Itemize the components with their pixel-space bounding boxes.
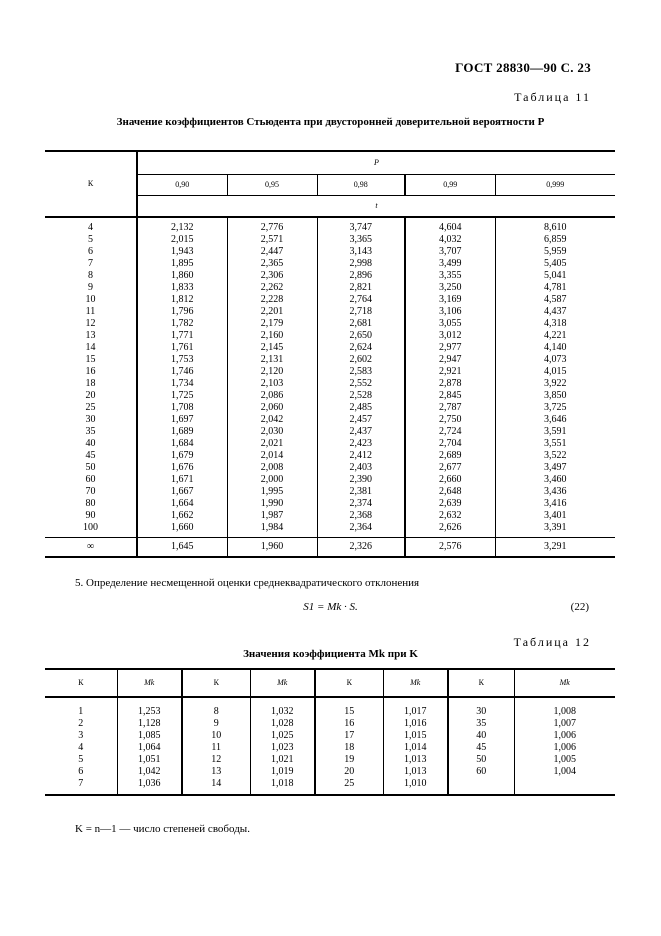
k-cell: 10: [85, 294, 96, 305]
k-cell: 12: [85, 318, 96, 329]
k-header: К: [182, 669, 250, 697]
t-value-cell: 1,761: [137, 342, 227, 354]
table11-row: [45, 342, 615, 354]
table11-row: [45, 330, 615, 342]
k-cell: 18: [85, 378, 96, 389]
mk-cell: 1,014: [383, 742, 448, 754]
k-cell: 30: [448, 697, 514, 718]
k-cell: 80: [85, 498, 96, 509]
col-t-header: t: [137, 196, 615, 218]
t-value-cell: 2,977: [405, 342, 495, 354]
table11-row: [45, 390, 615, 402]
t-value-cell: 2,368: [317, 510, 405, 522]
table12-label: Таблица 12: [513, 635, 591, 649]
t-value-cell: 2,878: [405, 378, 495, 390]
t-value-cell: 2,060: [227, 402, 317, 414]
table11-title: Значение коэффициентов Стьюдента при двусторонней доверительной вероятности P: [116, 116, 545, 128]
t-value-cell: 2,179: [227, 318, 317, 330]
t-value-cell: 1,990: [227, 498, 317, 510]
footnote: K = n—1 — число степеней свободы.: [75, 823, 250, 835]
t-value-cell: 2,660: [405, 474, 495, 486]
k-cell: 2: [78, 718, 84, 729]
k-cell: 25: [85, 402, 96, 413]
t-value-cell: 2,131: [227, 354, 317, 366]
k-cell: 30: [85, 414, 96, 425]
t-value-cell: 2,650: [317, 330, 405, 342]
t-value-cell: 3,106: [405, 306, 495, 318]
k-cell: 7: [88, 258, 93, 269]
k-cell: 18: [315, 742, 383, 754]
t-value-cell: 3,497: [495, 462, 615, 474]
inf-cell: ∞: [45, 538, 137, 558]
t-value-cell: 2,552: [317, 378, 405, 390]
t-value-cell: 1,812: [137, 294, 227, 306]
t-value-cell: 1,995: [227, 486, 317, 498]
table11-row: [45, 217, 615, 234]
t-value-cell: 2,042: [227, 414, 317, 426]
table12-row: [45, 778, 615, 795]
mk-header: Mk: [383, 669, 448, 697]
section-5-text: 5. Определение несмещенной оценки среднеквадратического отклонения: [75, 577, 420, 589]
t-value-cell: 3,250: [405, 282, 495, 294]
p-value: 0,95: [227, 175, 317, 196]
t-value-cell: 1,895: [137, 258, 227, 270]
t-value-cell: 2,704: [405, 438, 495, 450]
p-value: 0,90: [137, 175, 227, 196]
mk-cell: 1,013: [383, 766, 448, 778]
t-value-cell: 2,821: [317, 282, 405, 294]
t-value-cell: 1,671: [137, 474, 227, 486]
t-value-cell: 3,355: [405, 270, 495, 282]
t-value-cell: 2,626: [405, 522, 495, 538]
t-value-cell: 2,787: [405, 402, 495, 414]
table11-row: [45, 426, 615, 438]
k-cell: 16: [315, 718, 383, 730]
mk-cell: 1,128: [117, 718, 182, 730]
mk-cell: 1,010: [383, 778, 448, 795]
mk-cell: 1,006: [514, 742, 615, 754]
t-value-cell: 2,120: [227, 366, 317, 378]
mk-cell: 1,016: [383, 718, 448, 730]
t-value-cell: 2,681: [317, 318, 405, 330]
t-value-cell: 2,648: [405, 486, 495, 498]
t-value-cell: 2,014: [227, 450, 317, 462]
t-value-cell: 2,724: [405, 426, 495, 438]
k-cell: 13: [182, 766, 250, 778]
inf-cell: 1,645: [137, 538, 227, 558]
mk-cell: 1,008: [514, 697, 615, 718]
k-header: К: [448, 669, 514, 697]
col-k-header: К: [45, 151, 137, 217]
table11-row: [45, 234, 615, 246]
t-value-cell: 3,436: [495, 486, 615, 498]
t-value-cell: 4,032: [405, 234, 495, 246]
t-value-cell: 2,528: [317, 390, 405, 402]
inf-cell: 2,576: [405, 538, 495, 558]
t-value-cell: 2,921: [405, 366, 495, 378]
k-cell: 60: [448, 766, 514, 778]
table11-row: [45, 354, 615, 366]
k-cell: 25: [315, 778, 383, 795]
t-value-cell: 4,587: [495, 294, 615, 306]
t-value-cell: 3,365: [317, 234, 405, 246]
col-p-header: P: [137, 151, 615, 175]
mk-cell: [514, 778, 615, 795]
t-value-cell: 2,423: [317, 438, 405, 450]
t-value-cell: 4,221: [495, 330, 615, 342]
t-value-cell: 2,845: [405, 390, 495, 402]
t-value-cell: 2,021: [227, 438, 317, 450]
t-value-cell: 1,684: [137, 438, 227, 450]
table11-row: [45, 378, 615, 390]
mk-header: Mk: [514, 669, 615, 697]
k-cell: 100: [83, 522, 98, 533]
t-value-cell: 2,602: [317, 354, 405, 366]
t-value-cell: 1,725: [137, 390, 227, 402]
p-value: 0,99: [405, 175, 495, 196]
t-value-cell: 2,201: [227, 306, 317, 318]
t-value-cell: 4,604: [405, 217, 495, 234]
mk-cell: 1,023: [250, 742, 315, 754]
t-value-cell: 1,667: [137, 486, 227, 498]
t-value-cell: 2,000: [227, 474, 317, 486]
table11-row: [45, 462, 615, 474]
k-cell: 9: [182, 718, 250, 730]
k-cell: 6: [78, 766, 84, 777]
mk-cell: 1,004: [514, 766, 615, 778]
inf-cell: 1,960: [227, 538, 317, 558]
t-value-cell: 5,405: [495, 258, 615, 270]
t-value-cell: 1,796: [137, 306, 227, 318]
t-value-cell: 2,403: [317, 462, 405, 474]
p-value: 0,98: [317, 175, 405, 196]
mk-cell: 1,253: [117, 697, 182, 718]
t-value-cell: 8,610: [495, 217, 615, 234]
t-value-cell: 2,365: [227, 258, 317, 270]
mk-header: Mk: [117, 669, 182, 697]
table11-row: [45, 258, 615, 270]
t-value-cell: 2,381: [317, 486, 405, 498]
t-value-cell: 2,145: [227, 342, 317, 354]
t-value-cell: 1,782: [137, 318, 227, 330]
table11-row: [45, 366, 615, 378]
t-value-cell: 2,030: [227, 426, 317, 438]
k-cell: [448, 778, 514, 795]
table12-row: [45, 754, 615, 766]
mk-cell: 1,013: [383, 754, 448, 766]
t-value-cell: 3,055: [405, 318, 495, 330]
t-value-cell: 1,984: [227, 522, 317, 538]
mk-cell: 1,018: [250, 778, 315, 795]
mk-cell: 1,005: [514, 754, 615, 766]
t-value-cell: 3,391: [495, 522, 615, 538]
t-value-cell: 1,676: [137, 462, 227, 474]
t-value-cell: 2,639: [405, 498, 495, 510]
k-cell: 1: [78, 706, 84, 717]
t-value-cell: 1,771: [137, 330, 227, 342]
t-value-cell: 2,457: [317, 414, 405, 426]
t-value-cell: 2,015: [137, 234, 227, 246]
t-value-cell: 2,374: [317, 498, 405, 510]
document-header: ГОСТ 28830—90 С. 23: [455, 60, 591, 75]
k-cell: 3: [78, 730, 84, 741]
t-value-cell: 2,103: [227, 378, 317, 390]
table11-row: [45, 414, 615, 426]
t-value-cell: 2,689: [405, 450, 495, 462]
t-value-cell: 3,850: [495, 390, 615, 402]
k-cell: 5: [78, 754, 84, 765]
formula-22: S1 = Mk · S.: [303, 601, 358, 613]
k-cell: 14: [85, 342, 96, 353]
t-value-cell: 2,677: [405, 462, 495, 474]
table12-title: Значения коэффициента Mk при K: [243, 648, 418, 660]
table11-row: [45, 282, 615, 294]
t-value-cell: 5,041: [495, 270, 615, 282]
t-value-cell: 5,959: [495, 246, 615, 258]
t-value-cell: 2,632: [405, 510, 495, 522]
t-value-cell: 2,132: [137, 217, 227, 234]
t-value-cell: 3,646: [495, 414, 615, 426]
t-value-cell: 1,746: [137, 366, 227, 378]
t-value-cell: 2,262: [227, 282, 317, 294]
t-value-cell: 2,776: [227, 217, 317, 234]
k-cell: 45: [448, 742, 514, 754]
t-value-cell: 2,896: [317, 270, 405, 282]
t-value-cell: 3,707: [405, 246, 495, 258]
mk-cell: 1,028: [250, 718, 315, 730]
t-value-cell: 2,306: [227, 270, 317, 282]
table12-row: [45, 766, 615, 778]
t-value-cell: 3,499: [405, 258, 495, 270]
t-value-cell: 4,781: [495, 282, 615, 294]
table12-row: [45, 718, 615, 730]
mk-cell: 1,064: [117, 742, 182, 754]
mk-cell: 1,006: [514, 730, 615, 742]
t-value-cell: 3,401: [495, 510, 615, 522]
k-cell: 8: [88, 270, 93, 281]
t-value-cell: 2,750: [405, 414, 495, 426]
t-value-cell: 4,437: [495, 306, 615, 318]
t-value-cell: 1,679: [137, 450, 227, 462]
k-cell: 50: [85, 462, 96, 473]
t-value-cell: 2,624: [317, 342, 405, 354]
k-cell: 20: [85, 390, 96, 401]
t-value-cell: 2,364: [317, 522, 405, 538]
t-value-cell: 3,012: [405, 330, 495, 342]
p-value: 0,999: [495, 175, 615, 196]
t-value-cell: 2,390: [317, 474, 405, 486]
mk-cell: 1,017: [383, 697, 448, 718]
t-value-cell: 4,140: [495, 342, 615, 354]
inf-cell: 3,291: [495, 538, 615, 558]
k-cell: 40: [85, 438, 96, 449]
t-value-cell: 3,169: [405, 294, 495, 306]
t-value-cell: 1,734: [137, 378, 227, 390]
t-value-cell: 2,160: [227, 330, 317, 342]
t-value-cell: 3,747: [317, 217, 405, 234]
k-cell: 40: [448, 730, 514, 742]
t-value-cell: 2,447: [227, 246, 317, 258]
t-value-cell: 3,591: [495, 426, 615, 438]
mk-header: Mk: [250, 669, 315, 697]
k-cell: 7: [45, 778, 117, 795]
table12-row: [45, 742, 615, 754]
t-value-cell: 2,571: [227, 234, 317, 246]
t-value-cell: 3,922: [495, 378, 615, 390]
k-cell: 90: [85, 510, 96, 521]
table11-row: [45, 306, 615, 318]
t-value-cell: 1,860: [137, 270, 227, 282]
t-value-cell: 1,660: [137, 522, 227, 538]
k-cell: 35: [448, 718, 514, 730]
t-value-cell: 4,073: [495, 354, 615, 366]
table11-row: [45, 522, 615, 538]
t-value-cell: 2,008: [227, 462, 317, 474]
k-cell: 20: [315, 766, 383, 778]
mk-cell: 1,019: [250, 766, 315, 778]
t-value-cell: 3,551: [495, 438, 615, 450]
t-value-cell: 1,689: [137, 426, 227, 438]
table12-row: [45, 730, 615, 742]
t-value-cell: 3,725: [495, 402, 615, 414]
k-cell: 15: [315, 697, 383, 718]
mk-cell: 1,007: [514, 718, 615, 730]
table11-row: [45, 474, 615, 486]
k-header: К: [315, 669, 383, 697]
table11-row: [45, 450, 615, 462]
t-value-cell: 1,753: [137, 354, 227, 366]
t-value-cell: 3,416: [495, 498, 615, 510]
k-header: К: [45, 669, 117, 697]
t-value-cell: 2,437: [317, 426, 405, 438]
t-value-cell: 3,143: [317, 246, 405, 258]
mk-cell: 1,036: [117, 778, 182, 795]
table11-row: [45, 510, 615, 522]
k-cell: 4: [88, 222, 93, 233]
t-value-cell: 3,460: [495, 474, 615, 486]
mk-cell: 1,085: [117, 730, 182, 742]
t-value-cell: 2,583: [317, 366, 405, 378]
student-coefficients-table: [45, 150, 615, 558]
mk-cell: 1,042: [117, 766, 182, 778]
t-value-cell: 4,015: [495, 366, 615, 378]
k-cell: 12: [182, 754, 250, 766]
inf-cell: 2,326: [317, 538, 405, 558]
t-value-cell: 2,998: [317, 258, 405, 270]
mk-cell: 1,032: [250, 697, 315, 718]
mk-coefficients-table: [45, 668, 615, 796]
t-value-cell: 1,662: [137, 510, 227, 522]
mk-cell: 1,051: [117, 754, 182, 766]
k-cell: 4: [78, 742, 84, 753]
table11-row: [45, 246, 615, 258]
k-cell: 15: [85, 354, 96, 365]
t-value-cell: 2,086: [227, 390, 317, 402]
k-cell: 11: [85, 306, 96, 317]
k-cell: 6: [88, 246, 93, 257]
table11-row: [45, 498, 615, 510]
table11-row: [45, 438, 615, 450]
t-value-cell: 1,708: [137, 402, 227, 414]
k-cell: 60: [85, 474, 96, 485]
k-cell: 45: [85, 450, 96, 461]
t-value-cell: 1,664: [137, 498, 227, 510]
t-value-cell: 1,987: [227, 510, 317, 522]
k-cell: 14: [182, 778, 250, 795]
mk-cell: 1,025: [250, 730, 315, 742]
k-cell: 8: [182, 697, 250, 718]
k-cell: 19: [315, 754, 383, 766]
mk-cell: 1,015: [383, 730, 448, 742]
t-value-cell: 2,412: [317, 450, 405, 462]
table11-row: [45, 270, 615, 282]
k-cell: 35: [85, 426, 96, 437]
t-value-cell: 4,318: [495, 318, 615, 330]
table11-row: [45, 294, 615, 306]
table11-row: [45, 486, 615, 498]
t-value-cell: 1,833: [137, 282, 227, 294]
table11-row: [45, 402, 615, 414]
mk-cell: 1,021: [250, 754, 315, 766]
t-value-cell: 2,718: [317, 306, 405, 318]
table11-label: Таблица 11: [514, 90, 591, 104]
t-value-cell: 6,859: [495, 234, 615, 246]
t-value-cell: 1,943: [137, 246, 227, 258]
k-cell: 11: [182, 742, 250, 754]
k-cell: 50: [448, 754, 514, 766]
t-value-cell: 2,947: [405, 354, 495, 366]
t-value-cell: 2,764: [317, 294, 405, 306]
k-cell: 9: [88, 282, 93, 293]
k-cell: 16: [85, 366, 96, 377]
t-value-cell: 2,228: [227, 294, 317, 306]
k-cell: 17: [315, 730, 383, 742]
equation-number: (22): [570, 601, 589, 613]
table12-row: [45, 697, 615, 718]
k-cell: 70: [85, 486, 96, 497]
k-cell: 10: [182, 730, 250, 742]
k-cell: 13: [85, 330, 96, 341]
t-value-cell: 1,697: [137, 414, 227, 426]
k-cell: 5: [88, 234, 93, 245]
t-value-cell: 3,522: [495, 450, 615, 462]
table11-row: [45, 318, 615, 330]
t-value-cell: 2,485: [317, 402, 405, 414]
